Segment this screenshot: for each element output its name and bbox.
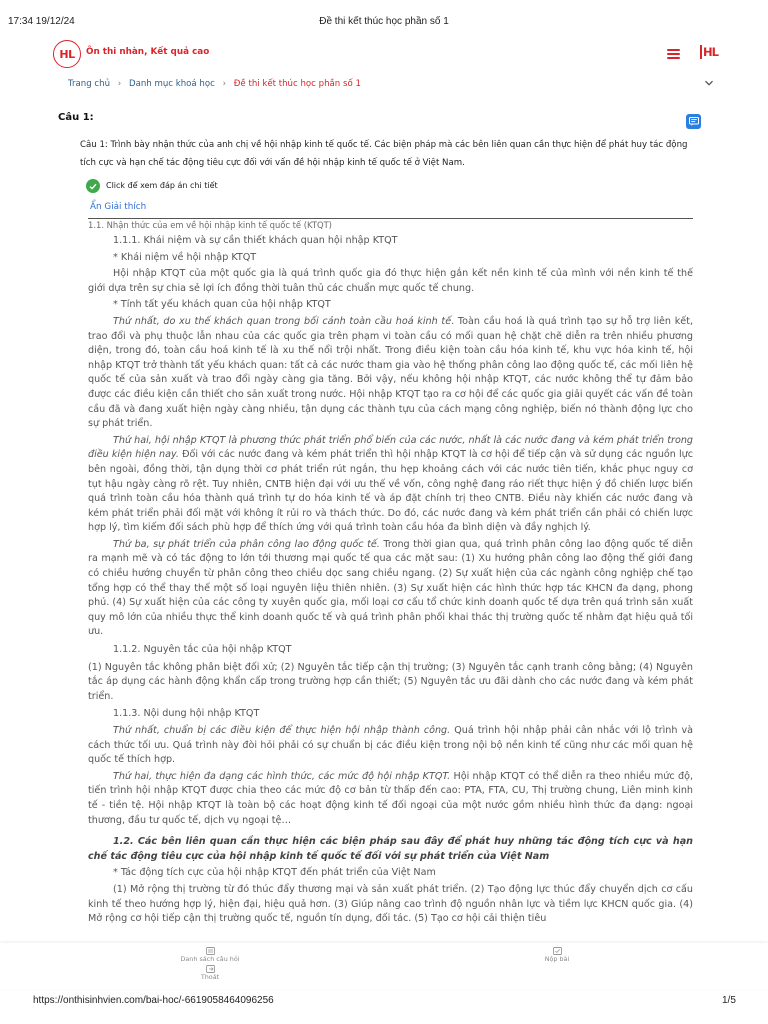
reason-paragraph	[88, 315, 693, 432]
print-datetime: 17:34 19/12/24	[8, 16, 75, 27]
reason-text: Trong thời gian qua, quá trình phân công lao động quốc tế diễn ra mạnh mẽ và có tác động to lớn tới thương mại quốc tế qua các mặt sau: (1) Xu hướng phân công lao động thế giới đang có chiều hướng chuyển từ phân công theo chiều dọc sang chiều ngang. (2) Sự xuất hiện của các ngành công nghiệp chế tạo tổng hợp có thể thay thế một số loại nguyên liệu thiên nhiên. (3) Sự xuất hiện các hình thức hợp tác KHCN đa dạng, phong phú. (4) Sự xuất hiện của các công ty xuyên quốc gia, mối loại cơ cấu tổ chức kinh doanh quốc tế dựa trên quá trình sản xuất quy mô lớn của nhiều thực thể kinh doanh quốc tế và quá trình phân phối khai thác thị trường quốc tế nhằm đạt hiệu quả tối ưu.	[88, 538, 693, 638]
content-lead: Thứ hai, thực hiện đa dạng các hình thức, các mức độ hội nhập KTQT.	[113, 770, 451, 782]
logo-small-text: HL	[703, 45, 718, 59]
site-logo[interactable]	[53, 40, 81, 68]
reason-paragraph	[88, 538, 693, 640]
content-text: Quá trình hội nhập phải cân nhắc với lộ trình và cách thức tối ưu. Quá trình này đòi hỏi phải có sự chuẩn bị các điều kiện trong nội bộ nền kinh tế cũng như các mối quan hệ quốc tế thích hợp.	[88, 725, 693, 766]
print-page-number: 1/5	[722, 995, 736, 1006]
menu-icon[interactable]	[667, 49, 680, 59]
logo-text: HL	[59, 47, 75, 61]
question-label: Câu 1:	[58, 112, 94, 123]
list-icon	[206, 947, 215, 955]
site-slogan: Ôn thi nhàn, Kết quả cao	[86, 47, 210, 57]
check-circle-icon[interactable]	[86, 179, 100, 193]
reason-text: Đối với các nước đang và kém phát triển thì hội nhập KTQT là cơ hội để tiếp cận và sử dụng các nguồn lực bên ngoài, đồng thời, tận dụng thời cơ phát triển rút ngắn, thu hẹp khoảng cách với các nước tiên tiến, khắc phục nguy cơ tụt hậu ngày càng rõ rệt. Tuy nhiên, CNTB hiện đại với ưu thế về vốn, công nghệ đang ráo riết thực hiện ý đồ chiến lược biến quá trình toàn cầu hóa thành quá trình tự do hóa kinh tế và áp đặt chính trị theo CNTB. Điều này khiến các nước đang và kém phát triển phải đối mặt với không ít rủi ro và thách thức. Do đó, các nước đang và kém phát triển cần phải có chiến lược hợp lý, tìm kiếm đối sách phù hợp để thích ứng với quá trình toàn cầu hóa đa bình diện và đầy nghịch lý.	[88, 449, 693, 534]
breadcrumb-current: Đề thi kết thúc học phần số 1	[233, 79, 361, 89]
breadcrumb	[68, 79, 361, 89]
concept-heading: * Khái niệm về hội nhập KTQT	[113, 251, 257, 263]
chat-icon[interactable]	[686, 114, 701, 129]
content-paragraph	[88, 724, 693, 768]
breadcrumb-separator: ›	[117, 79, 122, 89]
question-text: Câu 1: Trình bày nhận thức của anh chị về hội nhập kinh tế quốc tế. Các biện pháp mà các bên liên quan cần thực hiện để phát huy tác động tích cực và hạn chế tác động tiêu cực đối với vấn đề hội nhập kinh tế quốc tế ở Việt Nam.	[80, 140, 688, 168]
reason-text: . Toàn cầu hoá là quá trình tạo sự hỗ trợ liên kết, trao đổi và phụ thuộc lẫn nhau của các quốc gia trên phạm vi toàn cầu có mối quan hệ chặt chẽ diễn ra trên nhiều phương diện, trong đó, toàn cầu hoá kinh tế là xu thế nổi trội nhất. Trong điều kiện toàn cầu hóa kinh tế, khu vực hóa kinh tế, hội nhập KTQT trở thành tất yếu khách quan: tất cả các nước tham gia vào hệ thống phân công lao động quốc tế, các mối liên hệ quốc tế của sản xuất và trao đổi ngày càng gia tăng. Bởi vậy, nếu không hội nhập KTQT, các nước không thể tự đảm bảo được các điều kiện cần thiết cho sản xuất trong nước. Hội nhập KTQT tạo ra cơ hội để các quốc gia giải quyết các vấn đề toàn cầu đã và đang xuất hiện ngày càng nhiều, tận dụng các thành tựu của cách mạng công nghiệp, biến nó thành động lực cho sự phát triển.	[88, 315, 693, 430]
exit-icon	[206, 965, 215, 973]
print-title: Đề thi kết thúc học phần số 1	[319, 16, 449, 27]
exit-label: Thoát	[200, 973, 220, 981]
question-list-button[interactable]	[170, 947, 250, 963]
print-url: https://onthisinhvien.com/bai-hoc/-6619058464096256	[33, 995, 274, 1006]
chevron-down-icon[interactable]	[704, 78, 714, 88]
breadcrumb-home[interactable]: Trang chủ	[68, 79, 111, 89]
reason-lead: Thứ ba, sự phát triển của phân công lao động quốc tế.	[113, 538, 380, 550]
principles-text: (1) Nguyên tắc không phân biệt đối xử; (2) Nguyên tắc tiếp cận thị trường; (3) Nguyên tắc cạnh tranh công bằng; (4) Nguyên tắc áp dụng các hành động khẩn cấp trong trường hợp cần thiết; (5) Nguyên tắc ưu đãi dành cho các nước đang và kém phát triển.	[88, 661, 693, 702]
exit-button[interactable]	[170, 965, 250, 981]
reason-paragraph	[88, 434, 693, 536]
positive-impact-heading: * Tác động tích cực của hội nhập KTQT đến phát triển của Việt Nam	[113, 867, 436, 879]
positive-impact-text: (1) Mở rộng thị trường từ đó thúc đẩy thương mại và sản xuất phát triển. (2) Tạo động lực thúc đẩy chuyển dịch cơ cấu kinh tế theo hướng hợp lý, hiện đại, hiệu quả hơn. (3) Giúp nâng cao trình độ nguồn nhân lực và tiềm lực KHCN quốc gia. (4) Mở rộng cơ hội tiếp cận thị trường quốc tế, nguồn tín dụng, đối tác. (5) Tạo cơ hội cải thiện tiêu	[88, 883, 693, 925]
hide-explanation-link[interactable]: Ẩn Giải thích	[90, 202, 147, 212]
content-paragraph	[88, 770, 693, 828]
subsection-heading: 1.1.2. Nguyên tắc của hội nhập KTQT	[113, 644, 292, 656]
necessity-heading: * Tính tất yếu khách quan của hội nhập KTQT	[113, 299, 331, 311]
content-text: Hội nhập KTQT có thể diễn ra theo nhiều mức độ, tiến trình hội nhập KTQT được chia theo các mức độ cơ bản từ thấp đến cao: PTA, FTA, CU, Thị trường chung, Liên minh kinh tế - tiền tệ. Hội nhập KTQT là toàn bộ các hoạt động kinh tế đối ngoại của một nước gồm nhiều hình thức đa dạng: ngoại thương, đầu tư quốc tế, dịch vụ ngoại tệ…	[88, 770, 693, 826]
reason-lead: Thứ nhất, do xu thế khách quan trong bối cảnh toàn cầu hoá kinh tế	[113, 315, 452, 327]
site-logo-small[interactable]	[700, 44, 718, 60]
submit-icon	[553, 947, 562, 955]
explanation-content	[88, 219, 693, 945]
subsection-heading: 1.1.1. Khái niệm và sự cần thiết khách quan hội nhập KTQT	[113, 235, 398, 246]
breadcrumb-separator: ›	[222, 79, 227, 89]
submit-button[interactable]	[517, 947, 597, 963]
breadcrumb-categories[interactable]: Danh mục khoá học	[128, 79, 215, 89]
reason-lead: Thứ hai, hội nhập KTQT là phương thức phát triển phổ biến của các nước, nhất là các nước đang và kém phát triển trong điều kiện hiện nay.	[88, 434, 693, 461]
show-answer-button[interactable]: Click để xem đáp án chi tiết	[106, 181, 218, 190]
content-lead: Thứ nhất, chuẩn bị các điều kiện để thực hiện hội nhập thành công.	[113, 725, 451, 736]
section-heading: 1.1. Nhận thức của em về hội nhập kinh tế quốc tế (KTQT)	[88, 220, 332, 230]
subsection-heading: 1.1.3. Nội dung hội nhập KTQT	[113, 708, 260, 720]
bottom-nav	[0, 943, 768, 989]
submit-label: Nộp bài	[544, 955, 570, 963]
question-list-label: Danh sách câu hỏi	[180, 955, 240, 963]
concept-text: Hội nhập KTQT của một quốc gia là quá trình quốc gia đó thực hiện gắn kết nền kinh tế của mình với nền kinh tế thế giới dựa trên sự chia sẻ lợi ích đồng thời tuân thủ các chuẩn mực quốc tế chung.	[88, 268, 693, 294]
section-heading-1-2: 1.2. Các bên liên quan cần thực hiện các biện pháp sau đây để phát huy những tác động tích cực và hạn chế tác động tiêu cực của hội nhập kinh tế quốc tế đối với sự phát triển của Việt Nam	[88, 836, 693, 862]
